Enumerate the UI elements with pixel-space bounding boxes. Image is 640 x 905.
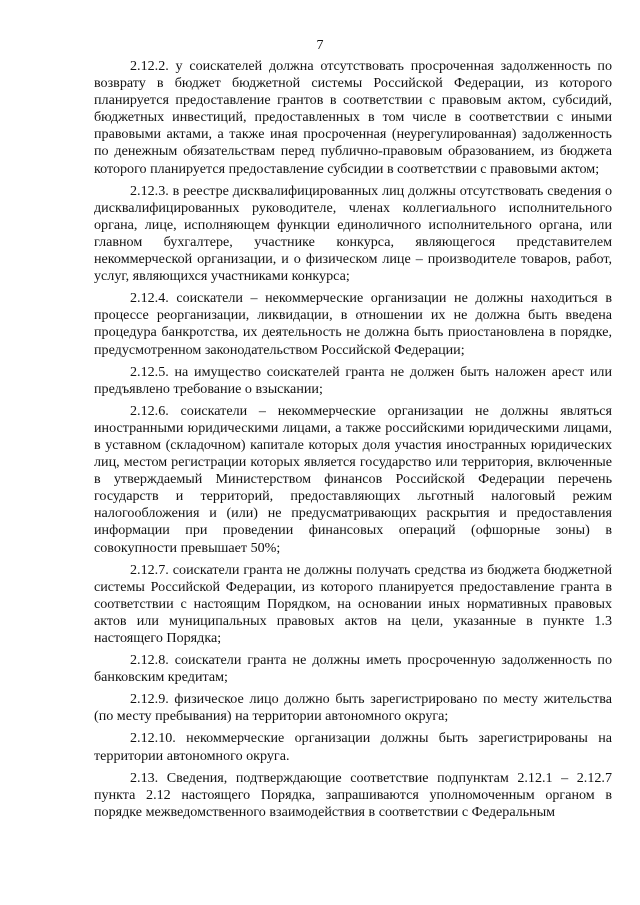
paragraph-2-12-4: 2.12.4. соискатели – некоммерческие организации не должны находиться в процессе реорганизации, ликвидации, в отношении их не должна быть введена процедура банкротства, их деятельность не должна быть приостановлена в порядке, предусмотренном законодательством Российской Федерации; (94, 290, 612, 358)
paragraph-2-12-2: 2.12.2. у соискателей должна отсутствовать просроченная задолженность по возврату в бюджет бюджетной системы Российской Федерации, из которого планируется предоставление грантов в соответствии с правовым актом, субсидий, бюджетных инвестиций, предоставленных в том числе в соответствии с иными правовыми актами, а также иная просроченная (неурегулированная) задолженность по денежным обязательствам перед публично-правовым образованием, из бюджета которого планируется предоставление субсидии в соответствии с правовыми актом; (94, 58, 612, 177)
paragraph-2-13: 2.13. Сведения, подтверждающие соответствие подпунктам 2.12.1 – 2.12.7 пункта 2.12 настоящего Порядка, запрашиваются уполномоченным органом в порядке межведомственного взаимодействия в соответствии с Федеральным (94, 769, 612, 820)
paragraph-2-12-10: 2.12.10. некоммерческие организации должны быть зарегистрированы на территории автономного округа. (94, 730, 612, 764)
paragraph-2-12-7: 2.12.7. соискатели гранта не должны получать средства из бюджета бюджетной системы Российской Федерации, из которого планируется предоставление гранта в соответствии с настоящим Порядком, на основании иных нормативных правовых актов или муниципальных правовых актов на цели, указанные в пункте 1.3 настоящего Порядка; (94, 561, 612, 646)
paragraph-2-12-9: 2.12.9. физическое лицо должно быть зарегистрировано по месту жительства (по месту пребывания) на территории автономного округа; (94, 691, 612, 725)
page-number: 7 (316, 38, 324, 53)
paragraph-2-12-6: 2.12.6. соискатели – некоммерческие организации не должны являться иностранными юридическими лицами, а также российскими юридическими лицами, в уставном (складочном) капитале которых доля участия иностранных юридических лиц, местом регистрации которых является государство или территория, включенные в утверждаемый Министерством финансов Российской Федерации перечень государств и территорий, предоставляющих льготный налоговый режим налогообложения и (или) не предусматривающих раскрытия и предоставления информации при проведении финансовых операций (офшорные зоны) в совокупности превышает 50%; (94, 402, 612, 556)
paragraph-2-12-8: 2.12.8. соискатели гранта не должны иметь просроченную задолженность по банковским кредитам; (94, 652, 612, 686)
paragraph-2-12-5: 2.12.5. на имущество соискателей гранта не должен быть наложен арест или предъявлено требование о взыскании; (94, 363, 612, 397)
paragraph-2-12-3: 2.12.3. в реестре дисквалифицированных лиц должны отсутствовать сведения о дисквалифицированных руководителе, членах коллегиального исполнительного органа, лице, исполняющем функции единоличного исполнительного органа, или главном бухгалтере, участнике конкурса, являющегося представителем некоммерческой организации, и о физическом лице – производителе товаров, работ, услуг, являющихся участниками конкурса; (94, 182, 612, 285)
document-body (94, 58, 612, 826)
